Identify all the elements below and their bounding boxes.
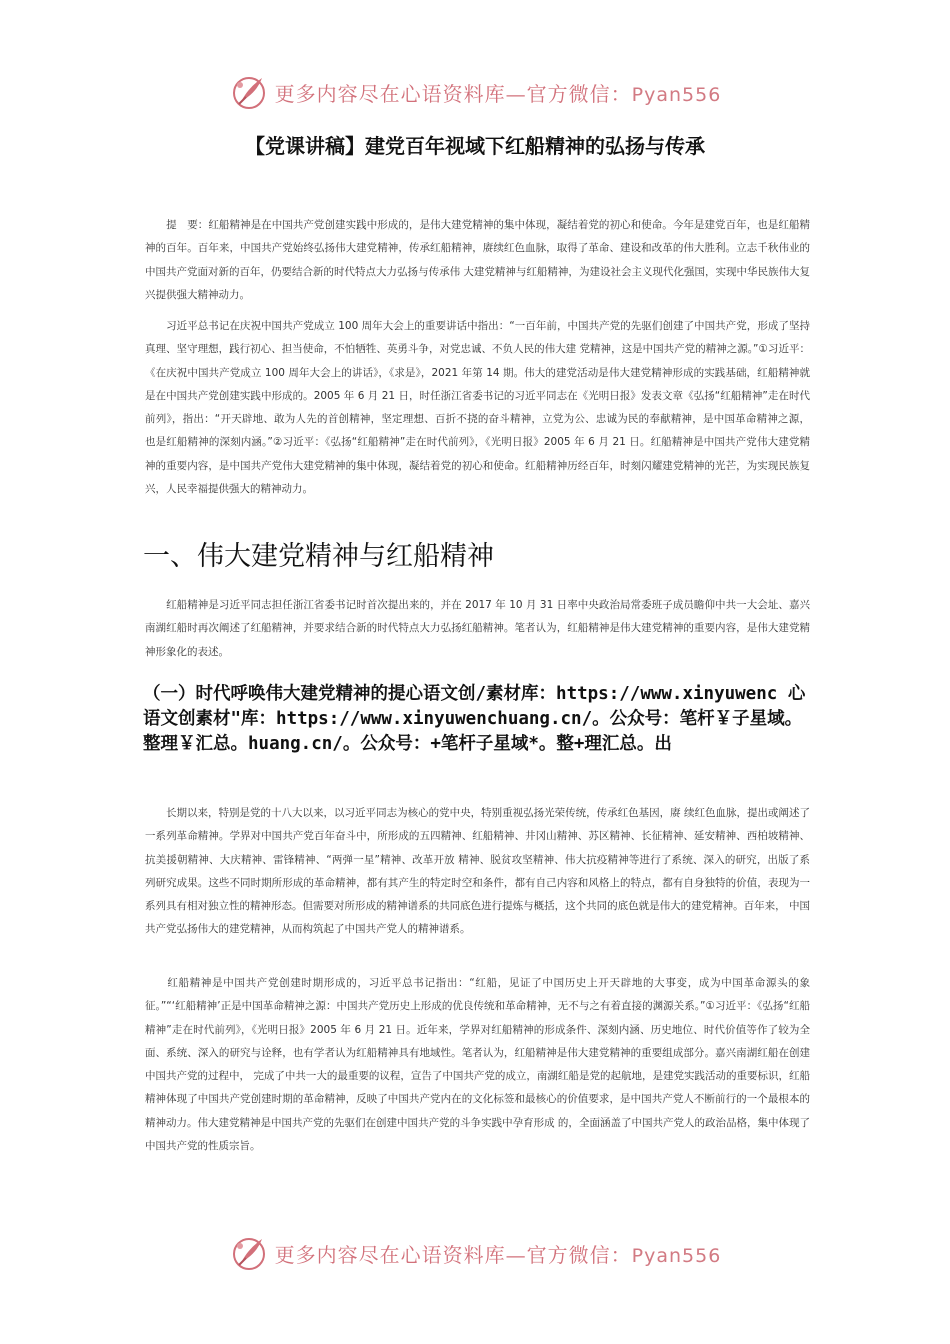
subsection-heading-1: （一）时代呼唤伟大建党精神的提心语文创/素材库：https://www.xinyuwenc 心语文创素材"库：https://www.xinyuwenchuang.cn/。公众号：笔杆￥子星域。整理￥汇总。huang.cn/。公众号：+笔杆子星域*。整+理汇总。出 — [143, 684, 806, 754]
intro-paragraph: 习近平总书记在庆祝中国共产党成立 100 周年大会上的重要讲话中指出：“一百年前，中国共产党的先驱们创建了中国共产党，形成了坚持真理、坚守理想，践行初心、担当使命，不怕牺牲、英勇斗争，对党忠诚、不负人民的伟大建 党精神，这是中国共产党的精神之源。”①习近平：《在庆祝中国共产党成立 100 周年大会上的讲话》，《求是》，2021 年第 14 期。伟大的建党活动是伟大建党精神形成的实践基础，红船精神就是在中国共产党创建实践中形成的。2005 年 6 月 21 日，时任浙江省委书记的习近平同志在《光明日报》发表文章《弘扬“红船精神”走在时代前列》，指出：“开天辟地、敢为人先的首创精神，坚定理想、百折不挠的奋斗精神，立党为公、忠诚为民的奉献精神，是中国革命精神之源， 也是红船精神的深刻内涵。”②习近平：《弘扬“红船精神”走在时代前列》，《光明日报》2005 年 6 月 21 日。红船精神是中国共产党伟大建党精神的重要内容，是中国共产党伟大建党精神的集中体现，凝结着党的初心和使命。红船精神历经百年，时刻闪耀建党精神的光芒，为实现民族复兴，人民幸福提供强大的精神动力。 — [145, 320, 810, 496]
quill-pen-logo-icon — [229, 1233, 269, 1273]
watermark-banner-bottom — [0, 1227, 950, 1279]
watermark-slogan: 更多内容尽在心语资料库—官方微信： — [274, 1242, 632, 1267]
watermark-wechat-id: Pyan556 — [631, 1244, 722, 1267]
watermark-text — [275, 1239, 722, 1268]
watermark-text — [275, 78, 722, 107]
subsection-1-paragraph-1: 长期以来，特别是党的十八大以来，以习近平同志为核心的党中央，特别重视弘扬光荣传统，传承红色基因，赓 续红色血脉，提出或阐述了一系列革命精神。学界对中国共产党百年奋斗中，所形成的五四精神、红船精神、井冈山精神、苏区精神、长征精神、延安精神、西柏坡精神、抗美援朝精神、大庆精神、雷锋精神、“两弹一星”精神、改革开放 精神、脱贫攻坚精神、伟大抗疫精神等进行了系统、深入的研究，出版了系列研究成果。这些不同时期所形成的革命精神，都有其产生的特定时空和条件，都有自己内容和风格上的特点，都有自身独特的价值，表现为一系列具有相对独立性的精神形态。但需要对所形成的精神谱系的共同底色进行提炼与概括，这个共同的底色就是伟大的建党精神。百年来， 中国共产党弘扬伟大的建党精神，从而构筑起了中国共产党人的精神谱系。 — [145, 807, 811, 936]
section-1-paragraph: 红船精神是习近平同志担任浙江省委书记时首次提出来的，并在 2017 年 10 月 31 日率中央政治局常委班子成员瞻仰中共一大会址、嘉兴南湖红船时再次阐述了红船精神，并要求结合新的时代特点大力弘扬红船精神。笔者认为，红船精神是伟大建党精神的重要内容，是伟大建党精神形象化的表述。 — [145, 599, 811, 658]
document-title: 【党课讲稿】建党百年视域下红船精神的弘扬与传承 — [245, 134, 705, 158]
quill-pen-logo-icon — [229, 72, 269, 112]
abstract-paragraph: 提 要：红船精神是在中国共产党创建实践中形成的，是伟大建党精神的集中体现，凝结着党的初心和使命。今年是建党百年，也是红船精神的百年。百年来，中国共产党始终弘扬伟大建党精神，传承红船精神，赓续红色血脉，取得了革命、建设和改革的伟大胜利。立志千秋伟业的中国共产党面对新的百年，仍要结合新的时代特点大力弘扬与传承伟 大建党精神与红船精神，为建设社会主义现代化强国，实现中华民族伟大复兴提供强大精神动力。 — [145, 219, 811, 301]
watermark-wechat-id: Pyan556 — [631, 83, 722, 106]
watermark-banner-top — [0, 66, 950, 118]
section-heading-1: 一、伟大建党精神与红船精神 — [143, 541, 494, 572]
watermark-slogan: 更多内容尽在心语资料库—官方微信： — [274, 81, 632, 106]
subsection-1-paragraph-2: 红船精神是中国共产党创建时期形成的，习近平总书记指出：“红船，见证了中国历史上开天辟地的大事变，成为中国革命源头的象征。”“‘红船精神’正是中国革命精神之源：中国共产党历史上形成的优良传统和革命精神，无不与之有着直接的渊源关系。”①习近平：《弘扬“红船精神”走在时代前列》，《光明日报》2005 年 6 月 21 日。近年来，学界对红船精神的形成条件、深刻内涵、历史地位、时代价值等作了较为全面、系统、深入的研究与诠释，也有学者认为红船精神具有地域性。笔者认为，红船精神是伟大建党精神的重要组成部分。嘉兴南湖红船在创建中国共产党的过程中， 完成了中共一大的最重要的议程，宣告了中国共产党的成立，南湖红船是党的起航地，是建党实践活动的重要标识，红船精神体现了中国共产党创建时期的革命精神，反映了中国共产党内在的文化标签和最核心的价值要求，是中国共产党人不断前行的一个最根本的精神动力。伟大建党精神是中国共产党的先驱们在创建中国共产党的斗争实践中孕育形成 的，全面涵盖了中国共产党人的政治品格，集中体现了中国共产党的性质宗旨。 — [145, 977, 811, 1153]
